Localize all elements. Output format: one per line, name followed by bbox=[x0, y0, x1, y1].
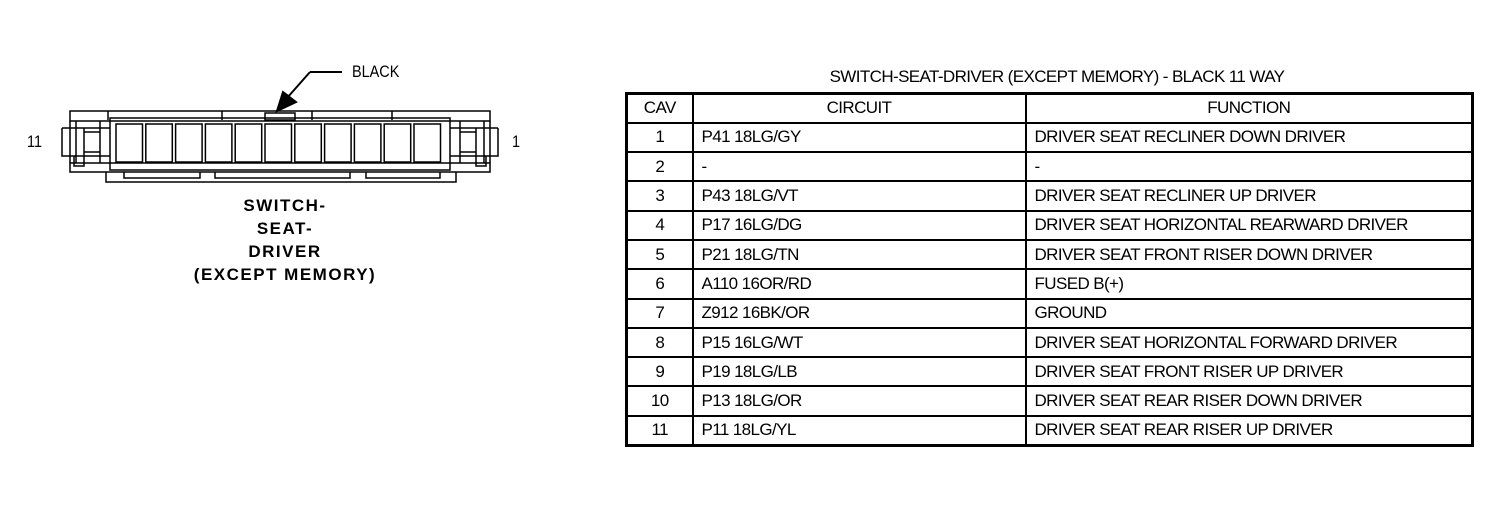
connector-cavity bbox=[354, 124, 381, 162]
color-label-leader bbox=[277, 72, 342, 111]
leader-arrowhead bbox=[277, 92, 296, 111]
circuit-cell: P17 16LG/DG bbox=[693, 211, 1026, 240]
function-cell: DRIVER SEAT REAR RISER DOWN DRIVER bbox=[1026, 386, 1473, 415]
connector-cavity bbox=[325, 124, 352, 162]
pin-number-left: 11 bbox=[27, 132, 43, 151]
header-cav: CAV bbox=[627, 94, 693, 123]
circuit-cell: P41 18LG/GY bbox=[693, 123, 1026, 152]
function-cell: DRIVER SEAT FRONT RISER DOWN DRIVER bbox=[1026, 240, 1473, 269]
circuit-cell: P21 18LG/TN bbox=[693, 240, 1026, 269]
connector-lower-skirt bbox=[106, 172, 456, 182]
pinout-table bbox=[625, 92, 1474, 447]
function-cell: DRIVER SEAT HORIZONTAL REARWARD DRIVER bbox=[1026, 211, 1473, 240]
cav-cell: 10 bbox=[627, 386, 693, 415]
table-row bbox=[627, 123, 1473, 152]
cav-cell: 2 bbox=[627, 152, 693, 181]
function-cell: DRIVER SEAT FRONT RISER UP DRIVER bbox=[1026, 357, 1473, 386]
circuit-cell: P15 16LG/WT bbox=[693, 328, 1026, 357]
cav-cell: 8 bbox=[627, 328, 693, 357]
connector-name-line: SEAT- bbox=[256, 219, 314, 238]
connector-cavity bbox=[235, 124, 262, 162]
table-row bbox=[627, 240, 1473, 269]
cav-cell: 11 bbox=[627, 416, 693, 445]
function-cell: DRIVER SEAT REAR RISER UP DRIVER bbox=[1026, 416, 1473, 445]
connector-right-ear bbox=[450, 121, 498, 166]
cav-cell: 3 bbox=[627, 181, 693, 210]
cav-cell: 4 bbox=[627, 211, 693, 240]
connector-name-line: DRIVER bbox=[248, 242, 322, 261]
header-circuit: CIRCUIT bbox=[693, 94, 1026, 123]
table-header-row bbox=[627, 94, 1473, 123]
connector-name-line: SWITCH- bbox=[243, 196, 327, 215]
connector-left-ear bbox=[62, 121, 110, 166]
circuit-cell: - bbox=[693, 152, 1026, 181]
cav-cell: 9 bbox=[627, 357, 693, 386]
connector-cavity bbox=[205, 124, 232, 162]
table-row bbox=[627, 386, 1473, 415]
connector-cavity bbox=[265, 124, 292, 162]
circuit-cell: P11 18LG/YL bbox=[693, 416, 1026, 445]
connector-cavity bbox=[414, 124, 441, 162]
cav-cell: 7 bbox=[627, 299, 693, 328]
circuit-cell: A110 16OR/RD bbox=[693, 269, 1026, 298]
function-cell: GROUND bbox=[1026, 299, 1473, 328]
connector-color-label: BLACK bbox=[352, 62, 400, 81]
function-cell: - bbox=[1026, 152, 1473, 181]
circuit-cell: Z912 16BK/OR bbox=[693, 299, 1026, 328]
cav-cell: 6 bbox=[627, 269, 693, 298]
function-cell: DRIVER SEAT RECLINER UP DRIVER bbox=[1026, 181, 1473, 210]
connector-cavity bbox=[295, 124, 322, 162]
function-cell: DRIVER SEAT RECLINER DOWN DRIVER bbox=[1026, 123, 1473, 152]
table-row bbox=[627, 211, 1473, 240]
cav-cell: 5 bbox=[627, 240, 693, 269]
connector-cavity bbox=[384, 124, 411, 162]
function-cell: FUSED B(+) bbox=[1026, 269, 1473, 298]
table-row bbox=[627, 299, 1473, 328]
connector-cavity bbox=[176, 124, 203, 162]
connector-cavity bbox=[146, 124, 173, 162]
table-row bbox=[627, 357, 1473, 386]
circuit-cell: P43 18LG/VT bbox=[693, 181, 1026, 210]
connector-diagram bbox=[0, 0, 600, 512]
table-row bbox=[627, 416, 1473, 445]
function-cell: DRIVER SEAT HORIZONTAL FORWARD DRIVER bbox=[1026, 328, 1473, 357]
pinout-table-title: SWITCH-SEAT-DRIVER (EXCEPT MEMORY) - BLACK 11 WAY bbox=[829, 67, 1285, 86]
pin-number-right: 1 bbox=[512, 132, 521, 151]
connector-latch bbox=[265, 113, 295, 120]
connector-name bbox=[150, 194, 420, 286]
connector-name-line: (EXCEPT MEMORY) bbox=[193, 265, 377, 284]
cav-cell: 1 bbox=[627, 123, 693, 152]
pinout-section bbox=[625, 66, 1471, 447]
table-row bbox=[627, 269, 1473, 298]
connector-cavity bbox=[116, 124, 143, 162]
circuit-cell: P19 18LG/LB bbox=[693, 357, 1026, 386]
table-row bbox=[627, 181, 1473, 210]
circuit-cell: P13 18LG/OR bbox=[693, 386, 1026, 415]
table-row bbox=[627, 328, 1473, 357]
header-function: FUNCTION bbox=[1026, 94, 1473, 123]
table-row bbox=[627, 152, 1473, 181]
